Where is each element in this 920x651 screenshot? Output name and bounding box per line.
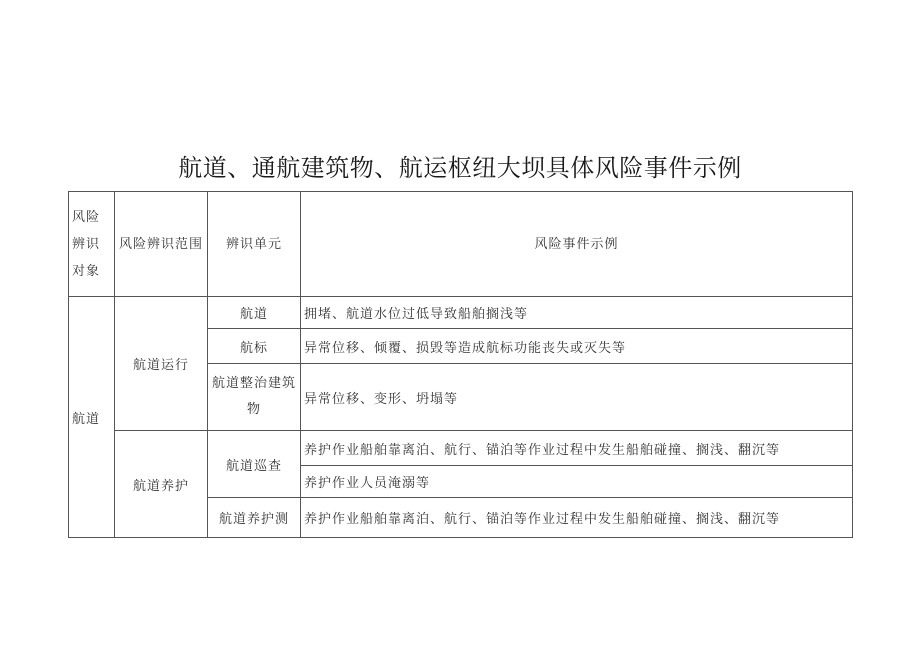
unit-cell: 航道整治建筑物: [208, 364, 301, 431]
header-risk-example: 风险事件示例: [301, 192, 853, 297]
example-cell: 养护作业船舶靠离泊、航行、锚泊等作业过程中发生船舶碰撞、搁浅、翻沉等: [301, 498, 853, 538]
risk-object-cell: 航道: [69, 297, 115, 538]
example-cell: 异常位移、倾覆、损毁等造成航标功能丧失或灭失等: [301, 329, 853, 364]
example-cell: 养护作业船舶靠离泊、航行、锚泊等作业过程中发生船舶碰撞、搁浅、翻沉等: [301, 431, 853, 466]
table-header-row: [69, 192, 853, 297]
header-risk-object: 风险辨识对象: [69, 192, 115, 297]
scope-cell: 航道运行: [115, 297, 208, 431]
risk-events-table: [68, 191, 853, 538]
header-risk-scope: 风险辨识范围: [115, 192, 208, 297]
header-unit: 辨识单元: [208, 192, 301, 297]
example-cell: 异常位移、变形、坍塌等: [301, 364, 853, 431]
scope-cell: 航道养护: [115, 431, 208, 538]
table-row: [69, 297, 853, 329]
unit-cell: 航道: [208, 297, 301, 329]
unit-cell: 航道巡查: [208, 431, 301, 498]
unit-cell: 航道养护测: [208, 498, 301, 538]
example-cell: 拥堵、航道水位过低导致船舶搁浅等: [301, 297, 853, 329]
example-cell: 养护作业人员淹溺等: [301, 466, 853, 498]
unit-cell: 航标: [208, 329, 301, 364]
table-row: [69, 431, 853, 466]
page-title: 航道、通航建筑物、航运枢纽大坝具体风险事件示例: [178, 154, 742, 182]
